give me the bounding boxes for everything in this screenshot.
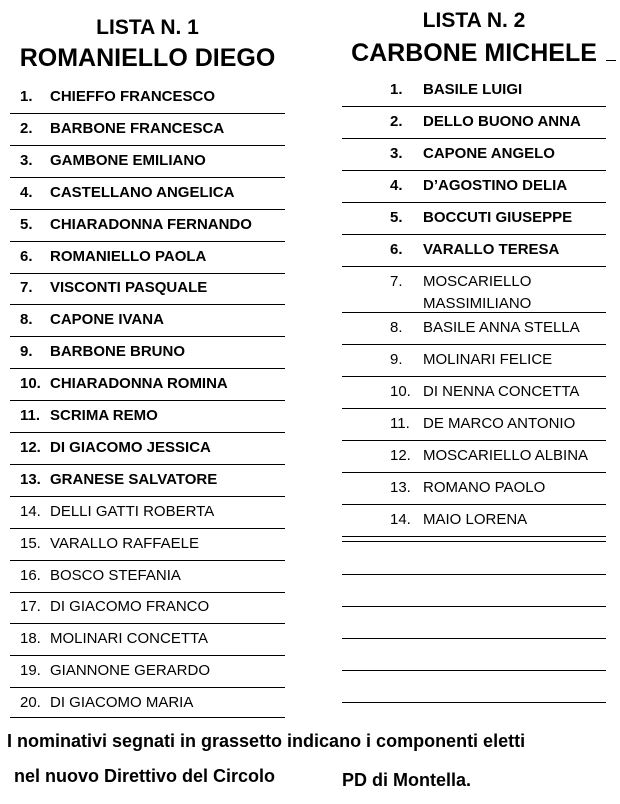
item-name: MOLINARI CONCETTA [50, 630, 209, 647]
empty-line [342, 670, 606, 671]
list-item [342, 409, 606, 441]
item-name: MOSCARIELLO MASSIMILIANO [423, 273, 532, 312]
item-number: 19. [20, 662, 41, 679]
item-name: VARALLO TERESA [423, 241, 560, 258]
list-item [10, 465, 285, 497]
list-item [10, 337, 285, 369]
list-1-title: LISTA N. 1 [96, 16, 199, 39]
footer-line-1: I nominativi segnati in grassetto indicano i componenti eletti [7, 731, 526, 751]
empty-line [342, 638, 606, 639]
item-name: VARALLO RAFFAELE [50, 535, 199, 552]
item-name: DI GIACOMO FRANCO [50, 598, 210, 615]
footer-line-2a: nel nuovo Direttivo del Circolo [14, 766, 276, 786]
list-item [342, 107, 606, 139]
item-name: DE MARCO ANTONIO [423, 415, 576, 432]
empty-line [342, 541, 606, 542]
item-name: BASILE LUIGI [423, 81, 523, 98]
item-number: 7. [20, 279, 33, 296]
item-name: ROMANO PAOLO [423, 479, 546, 496]
list-item [10, 592, 285, 624]
item-number: 5. [390, 209, 403, 226]
item-number: 17. [20, 598, 41, 615]
list-item [342, 377, 606, 409]
item-name: CHIEFFO FRANCESCO [50, 88, 215, 105]
list-item [342, 171, 606, 203]
item-name: BOSCO STEFANIA [50, 567, 181, 584]
list-item [10, 624, 285, 656]
item-name: BARBONE FRANCESCA [50, 120, 225, 137]
list-item [342, 75, 606, 107]
item-number: 10. [390, 383, 411, 400]
item-number: 16. [20, 567, 41, 584]
list-item [10, 688, 285, 718]
item-name: ROMANIELLO PAOLA [50, 248, 207, 265]
item-number: 9. [20, 343, 33, 360]
list-item [10, 433, 285, 465]
item-name: BARBONE BRUNO [50, 343, 185, 360]
list-item [342, 473, 606, 505]
list-item [342, 441, 606, 473]
item-number: 11. [390, 415, 410, 432]
item-number: 20. [20, 694, 41, 711]
item-name: MAIO LORENA [423, 511, 528, 528]
item-name: CASTELLANO ANGELICA [50, 184, 235, 201]
item-name: VISCONTI PASQUALE [50, 279, 208, 296]
item-number: 6. [20, 248, 33, 265]
item-name: DI NENNA CONCETTA [423, 383, 580, 400]
item-number: 15. [20, 535, 41, 552]
list-1-head: ROMANIELLO DIEGO [19, 44, 276, 72]
list-2-title: LISTA N. 2 [422, 9, 526, 32]
item-number: 18. [20, 630, 41, 647]
item-number: 2. [390, 113, 403, 130]
item-name: CAPONE IVANA [50, 311, 164, 328]
item-number: 9. [390, 351, 403, 368]
list-item [342, 203, 606, 235]
item-name: DI GIACOMO JESSICA [50, 439, 211, 456]
item-name: CAPONE ANGELO [423, 145, 555, 162]
item-name: GIANNONE GERARDO [50, 662, 211, 679]
list-item [10, 210, 285, 242]
item-name: D’AGOSTINO DELIA [423, 177, 568, 194]
item-number: 14. [20, 503, 41, 520]
item-number: 12. [20, 439, 41, 456]
item-name: BASILE ANNA STELLA [423, 319, 580, 336]
item-name: CHIARADONNA FERNANDO [50, 216, 252, 233]
list-item [342, 139, 606, 171]
item-name: GRANESE SALVATORE [50, 471, 218, 488]
item-number: 3. [20, 152, 33, 169]
item-number: 11. [20, 407, 41, 424]
empty-line [342, 574, 606, 575]
item-number: 12. [390, 447, 411, 464]
item-name: DELLO BUONO ANNA [423, 113, 581, 130]
item-name: GAMBONE EMILIANO [50, 152, 206, 169]
item-name: DELLI GATTI ROBERTA [50, 503, 215, 520]
item-number: 13. [390, 479, 411, 496]
item-name: SCRIMA REMO [50, 407, 158, 424]
list-item [342, 267, 606, 313]
item-name: BOCCUTI GIUSEPPE [423, 209, 573, 226]
item-number: 7. [390, 273, 403, 290]
list-item [10, 114, 285, 146]
item-number: 14. [390, 511, 411, 528]
empty-line [342, 606, 606, 607]
item-number: 10. [20, 375, 41, 392]
list-item [10, 82, 285, 114]
item-name: MOSCARIELLO ALBINA [423, 447, 589, 464]
item-number: 13. [20, 471, 41, 488]
list-item [10, 369, 285, 401]
list-item [10, 656, 285, 688]
item-number: 6. [390, 241, 403, 258]
item-name: CHIARADONNA ROMINA [50, 375, 228, 392]
list-item [10, 146, 285, 178]
list-item [10, 401, 285, 433]
list-item [10, 273, 285, 305]
list-item [10, 561, 285, 593]
item-number: 4. [390, 177, 403, 194]
item-number: 8. [20, 311, 33, 328]
item-number: 5. [20, 216, 33, 233]
item-number: 3. [390, 145, 403, 162]
item-number: 1. [390, 81, 403, 98]
empty-line [342, 702, 606, 703]
list-item [10, 305, 285, 337]
list-item [342, 235, 606, 267]
list-item [10, 178, 285, 210]
list-2-head: CARBONE MICHELE [351, 39, 597, 67]
list-item [342, 505, 606, 537]
item-name: MOLINARI FELICE [423, 351, 553, 368]
item-number: 1. [20, 88, 33, 105]
list-item [10, 497, 285, 529]
list-item [342, 345, 606, 377]
footer-line-2b: PD di Montella. [342, 770, 472, 790]
item-number: 4. [20, 184, 33, 201]
item-name: DI GIACOMO MARIA [50, 694, 194, 711]
list-item [10, 529, 285, 561]
dash-mark [606, 60, 616, 61]
list-item [10, 242, 285, 274]
item-number: 2. [20, 120, 33, 137]
list-item [342, 313, 606, 345]
item-number: 8. [390, 319, 403, 336]
